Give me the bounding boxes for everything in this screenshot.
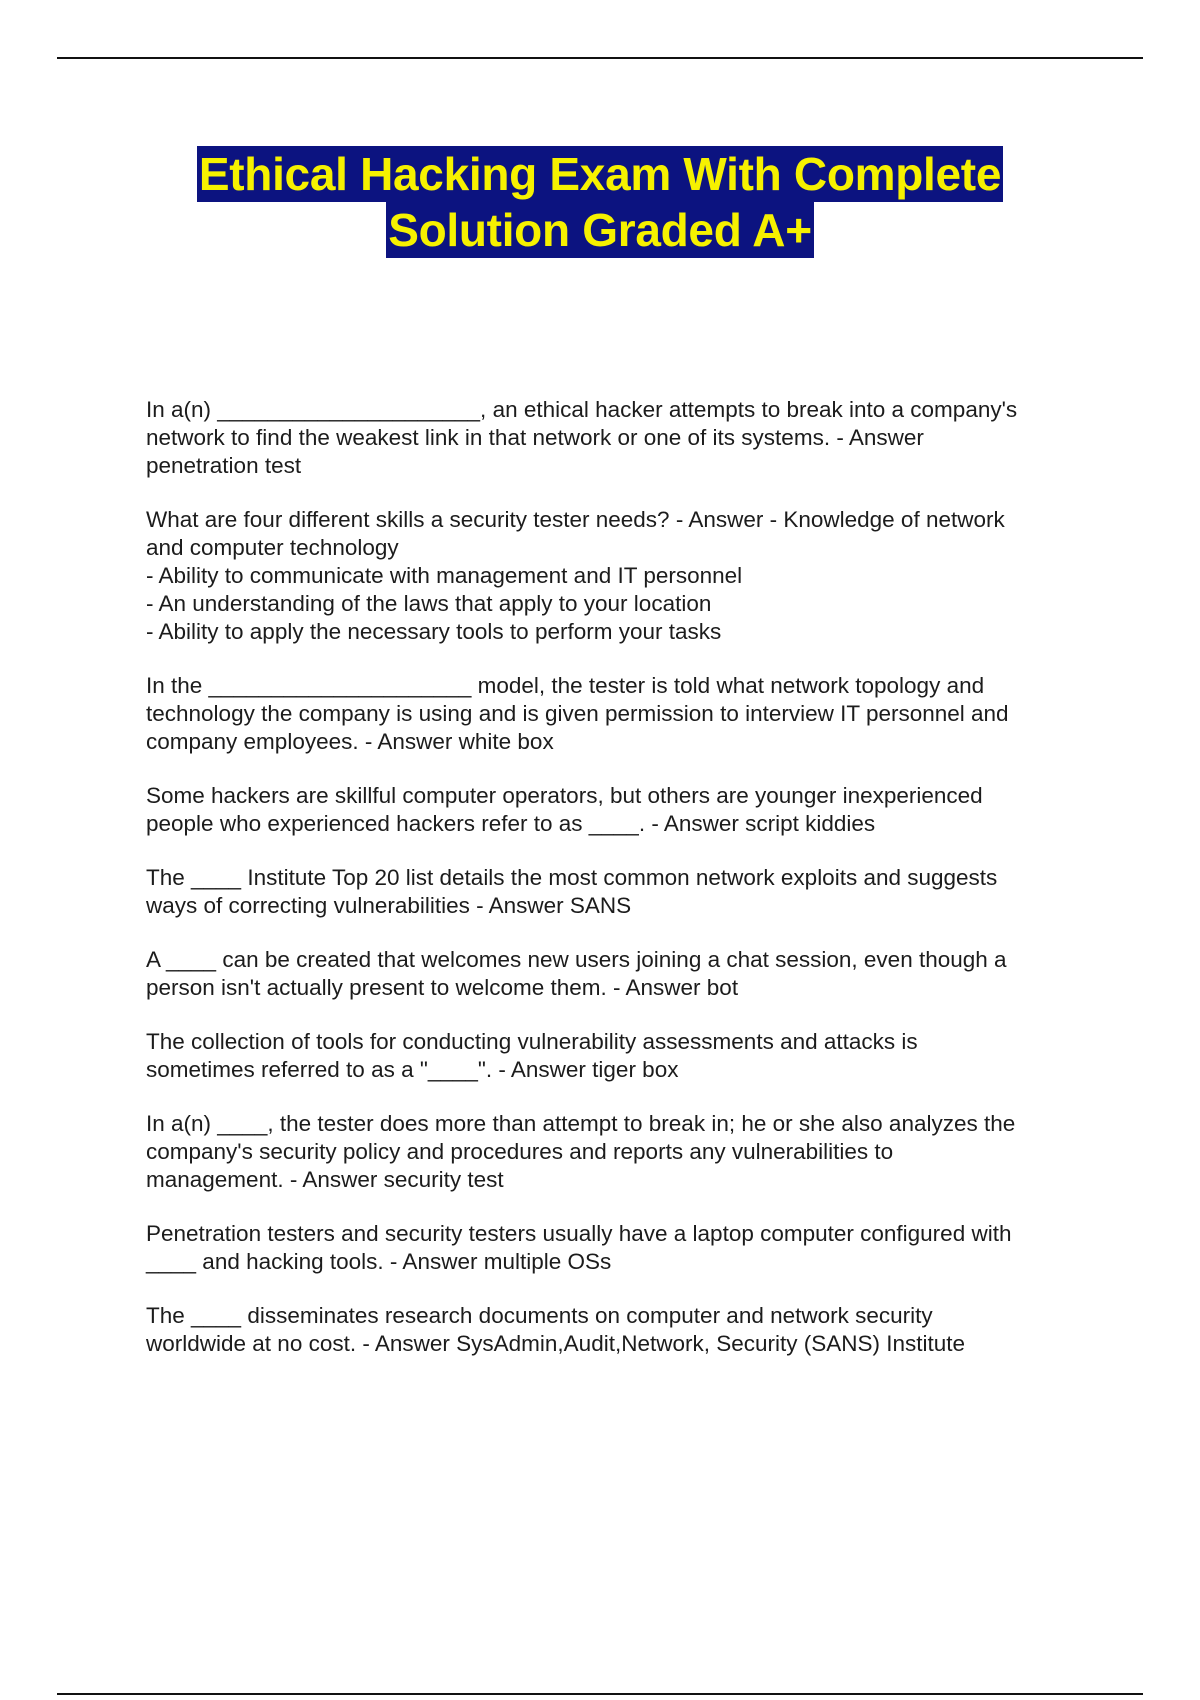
- question-line: worldwide at no cost. - Answer SysAdmin,Audit,Network, Security (SANS) Institute: [146, 1331, 966, 1356]
- question-line: In a(n) ____, the tester does more than attempt to break in; he or she also analyzes the: [146, 1111, 1016, 1136]
- question-line: A ____ can be created that welcomes new users joining a chat session, even though a: [146, 947, 1007, 972]
- question-line: Penetration testers and security testers usually have a laptop computer configured with: [146, 1221, 1012, 1246]
- question-line: penetration test: [146, 453, 302, 478]
- question-item: [146, 1302, 1086, 1358]
- question-item: [146, 672, 1086, 756]
- question-line: people who experienced hackers refer to as ____. - Answer script kiddies: [146, 811, 876, 836]
- question-line: network to find the weakest link in that network or one of its systems. - Answer: [146, 425, 924, 450]
- question-line: person isn't actually present to welcome them. - Answer bot: [146, 975, 739, 1000]
- question-line: - An understanding of the laws that apply to your location: [146, 591, 712, 616]
- question-list: [146, 396, 1086, 1384]
- question-line: - Ability to communicate with management and IT personnel: [146, 563, 743, 588]
- title-line-2: Solution Graded A+: [388, 204, 812, 256]
- question-line: sometimes referred to as a "____". - Answer tiger box: [146, 1057, 679, 1082]
- question-item: [146, 1028, 1086, 1084]
- question-line: In the _____________________ model, the tester is told what network topology and: [146, 673, 985, 698]
- question-line: ____ and hacking tools. - Answer multiple OSs: [146, 1249, 612, 1274]
- question-item: [146, 396, 1086, 480]
- document-title: [0, 146, 1200, 258]
- question-line: and computer technology: [146, 535, 399, 560]
- question-line: technology the company is using and is given permission to interview IT personnel and: [146, 701, 1009, 726]
- question-line: Some hackers are skillful computer operators, but others are younger inexperienced: [146, 783, 983, 808]
- question-line: The collection of tools for conducting vulnerability assessments and attacks is: [146, 1029, 918, 1054]
- question-item: [146, 1110, 1086, 1194]
- question-item: [146, 506, 1086, 646]
- question-line: The ____ disseminates research documents on computer and network security: [146, 1303, 933, 1328]
- top-rule: [57, 57, 1143, 59]
- question-item: [146, 1220, 1086, 1276]
- question-line: management. - Answer security test: [146, 1167, 504, 1192]
- question-line: The ____ Institute Top 20 list details the most common network exploits and suggests: [146, 865, 998, 890]
- question-line: company employees. - Answer white box: [146, 729, 554, 754]
- question-line: - Ability to apply the necessary tools to perform your tasks: [146, 619, 722, 644]
- bottom-rule: [57, 1693, 1143, 1695]
- question-line: In a(n) _____________________, an ethical hacker attempts to break into a company's: [146, 397, 1018, 422]
- question-item: [146, 946, 1086, 1002]
- title-line-1: Ethical Hacking Exam With Complete: [198, 148, 1002, 200]
- question-item: [146, 782, 1086, 838]
- question-line: What are four different skills a security tester needs? - Answer - Knowledge of network: [146, 507, 1005, 532]
- question-line: ways of correcting vulnerabilities - Answer SANS: [146, 893, 632, 918]
- question-line: company's security policy and procedures and reports any vulnerabilities to: [146, 1139, 894, 1164]
- question-item: [146, 864, 1086, 920]
